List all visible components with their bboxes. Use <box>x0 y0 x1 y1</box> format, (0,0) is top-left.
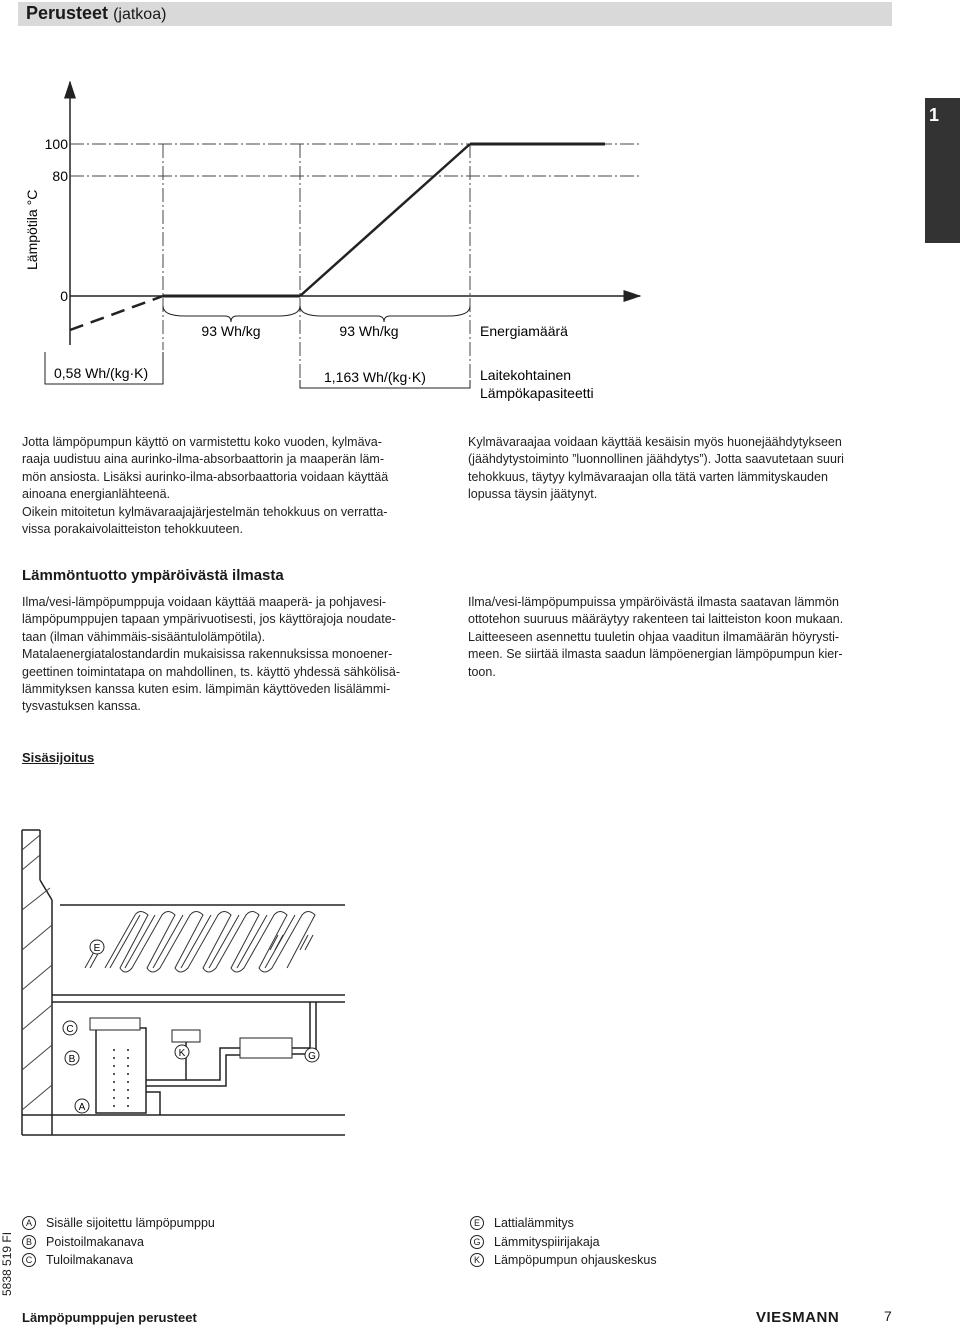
footer-title: Lämpöpumppujen perusteet <box>22 1310 197 1325</box>
text-line: Matalaenergiatalostandardin mukaisissa rakennuksissa monoener- <box>22 647 393 662</box>
ytick-80: 80 <box>52 168 68 184</box>
text-line: lämmityksen kanssa kuten esim. lämpimän käyttöveden lisälämmi- <box>22 682 391 697</box>
legend-text: Lämpöpumpun ohjauskeskus <box>494 1253 657 1267</box>
page-title <box>26 3 166 24</box>
legend-text: Poistoilmakanava <box>46 1235 144 1249</box>
legend-letter: B <box>22 1235 36 1249</box>
ytick-0: 0 <box>60 288 68 304</box>
heat-pump-unit <box>96 1028 146 1113</box>
text-line: mön ansiosta. Lisäksi aurinko-ilma-absorbaattoria voidaan käyttää <box>22 469 389 484</box>
x-axis-label: Energiamäärä <box>480 323 568 339</box>
text-line: Ilma/vesi-lämpöpumpuissa ympäröivästä ilmasta saatavan lämmön <box>468 595 839 609</box>
legend-text: Lattialämmitys <box>494 1216 574 1230</box>
page-title-sub: (jatkoa) <box>113 6 167 23</box>
legend-text: Lämmityspiirijakaja <box>494 1235 600 1249</box>
legend-letter: A <box>22 1216 36 1230</box>
text-line: Ilma/vesi-lämpöpumppuja voidaan käyttää maaperä- ja pohjavesi- <box>22 595 387 609</box>
text-line: tysvastuksen kanssa. <box>22 699 141 714</box>
text-line: toon. <box>468 664 496 679</box>
diagram-label-g: G <box>308 1051 316 1062</box>
text-line: taan (ilman vähimmäis-sisääntulolämpötila). <box>22 629 266 644</box>
text-line: meen. Se siirtää ilmasta saadun lämpöenergian lämpöpumpun kier- <box>468 647 843 662</box>
diagram-label-e: E <box>93 943 101 954</box>
air-right-paragraph <box>468 594 908 681</box>
page-number: 7 <box>884 1308 892 1324</box>
brand-logo: VIESMANN <box>756 1309 840 1326</box>
capacity-label-water: 1,163 Wh/(kg·K) <box>324 369 426 385</box>
air-duct <box>90 1018 140 1030</box>
text-line: (jäähdytystoiminto ”luonnollinen jäähdytys”). Jotta saavutetaan suuri <box>468 452 844 467</box>
text-line: ainoana energianlähteenä. <box>22 487 171 502</box>
brace-2 <box>300 306 470 322</box>
capacity-label-device: Laitekohtainen <box>480 367 572 383</box>
text-line: Laitteeseen asennettu tuuletin ohjaa vaaditun ilmamäärän höyrysti- <box>468 629 840 644</box>
segment-label-2: 93 Wh/kg <box>339 323 399 339</box>
air-left-paragraph <box>22 594 462 716</box>
text-line: lopussa täysin jäätynyt. <box>468 487 598 502</box>
intro-left-paragraph <box>22 434 462 538</box>
legend-item-b <box>22 1235 144 1249</box>
diagram-label-b: B <box>68 1054 76 1065</box>
capacity-label-ice: 0,58 Wh/(kg·K) <box>54 365 149 381</box>
legend-letter: E <box>470 1216 484 1230</box>
text-line: lämpöpumppujen tapaan ympärivuotisesti, jos käyttörajoja noudate- <box>22 612 396 627</box>
legend-item-a <box>22 1216 215 1230</box>
y-axis-label: Lämpötila °C <box>24 189 40 270</box>
capacity-label-device-2: Lämpökapasiteetti <box>480 385 594 401</box>
page-title-main: Perusteet <box>26 3 109 23</box>
legend-item-c <box>22 1253 133 1267</box>
chapter-number: 1 <box>929 105 940 125</box>
ytick-100: 100 <box>44 136 68 152</box>
diagram-label-a: A <box>78 1102 86 1113</box>
text-line: Jotta lämpöpumpun käyttö on varmistettu koko vuoden, kylmäva- <box>22 435 382 449</box>
intro-right-paragraph <box>468 434 908 504</box>
document-number: 5838 519 FI <box>0 1231 14 1296</box>
legend-item-e <box>470 1216 574 1230</box>
installation-diagram <box>10 790 355 1190</box>
legend-text: Tuloilmakanava <box>46 1253 134 1267</box>
legend-letter: K <box>470 1253 484 1267</box>
section-heading: Lämmöntuotto ympäröivästä ilmasta <box>22 567 284 584</box>
curve-ice-heating <box>70 296 163 330</box>
diagram-label-k: K <box>178 1048 186 1059</box>
curve-water-heating <box>300 144 470 296</box>
text-line: Kylmävaraajaa voidaan käyttää kesäisin myös huonejäähdytykseen <box>468 435 842 449</box>
legend-letter: C <box>22 1253 36 1267</box>
floor-heating-loops <box>105 912 315 973</box>
text-line: tehokkuus, täytyy kylmävaraajan olla tätä varten lämmityskauden <box>468 469 828 484</box>
legend-letter: G <box>470 1235 484 1249</box>
text-line: vissa porakaivolaitteiston tehokkuuteen. <box>22 522 243 537</box>
legend-item-g <box>470 1235 600 1249</box>
text-line: Oikein mitoitetun kylmävaraajajärjestelmän tehokkuus on verratta- <box>22 504 388 519</box>
text-line: ottotehon suuruus määräytyy rakenteen tai laitteiston koon mukaan. <box>468 612 844 627</box>
control-unit <box>172 1030 200 1042</box>
text-line: geettinen toimintatapa on mahdollinen, ts. käyttö yhdessä sähkölisä- <box>22 664 401 679</box>
legend-item-k <box>470 1253 657 1267</box>
diagram-label-c: C <box>66 1024 74 1035</box>
heating-distributor <box>240 1038 292 1058</box>
subheading-indoor: Sisäsijoitus <box>22 750 95 765</box>
brace-1 <box>163 306 300 322</box>
temperature-energy-chart <box>0 60 660 410</box>
legend-text: Sisälle sijoitettu lämpöpumppu <box>46 1216 215 1230</box>
segment-label-1: 93 Wh/kg <box>201 323 261 339</box>
text-line: raaja uudistuu aina aurinko-ilma-absorbaattorin ja maaperän läm- <box>22 452 384 467</box>
